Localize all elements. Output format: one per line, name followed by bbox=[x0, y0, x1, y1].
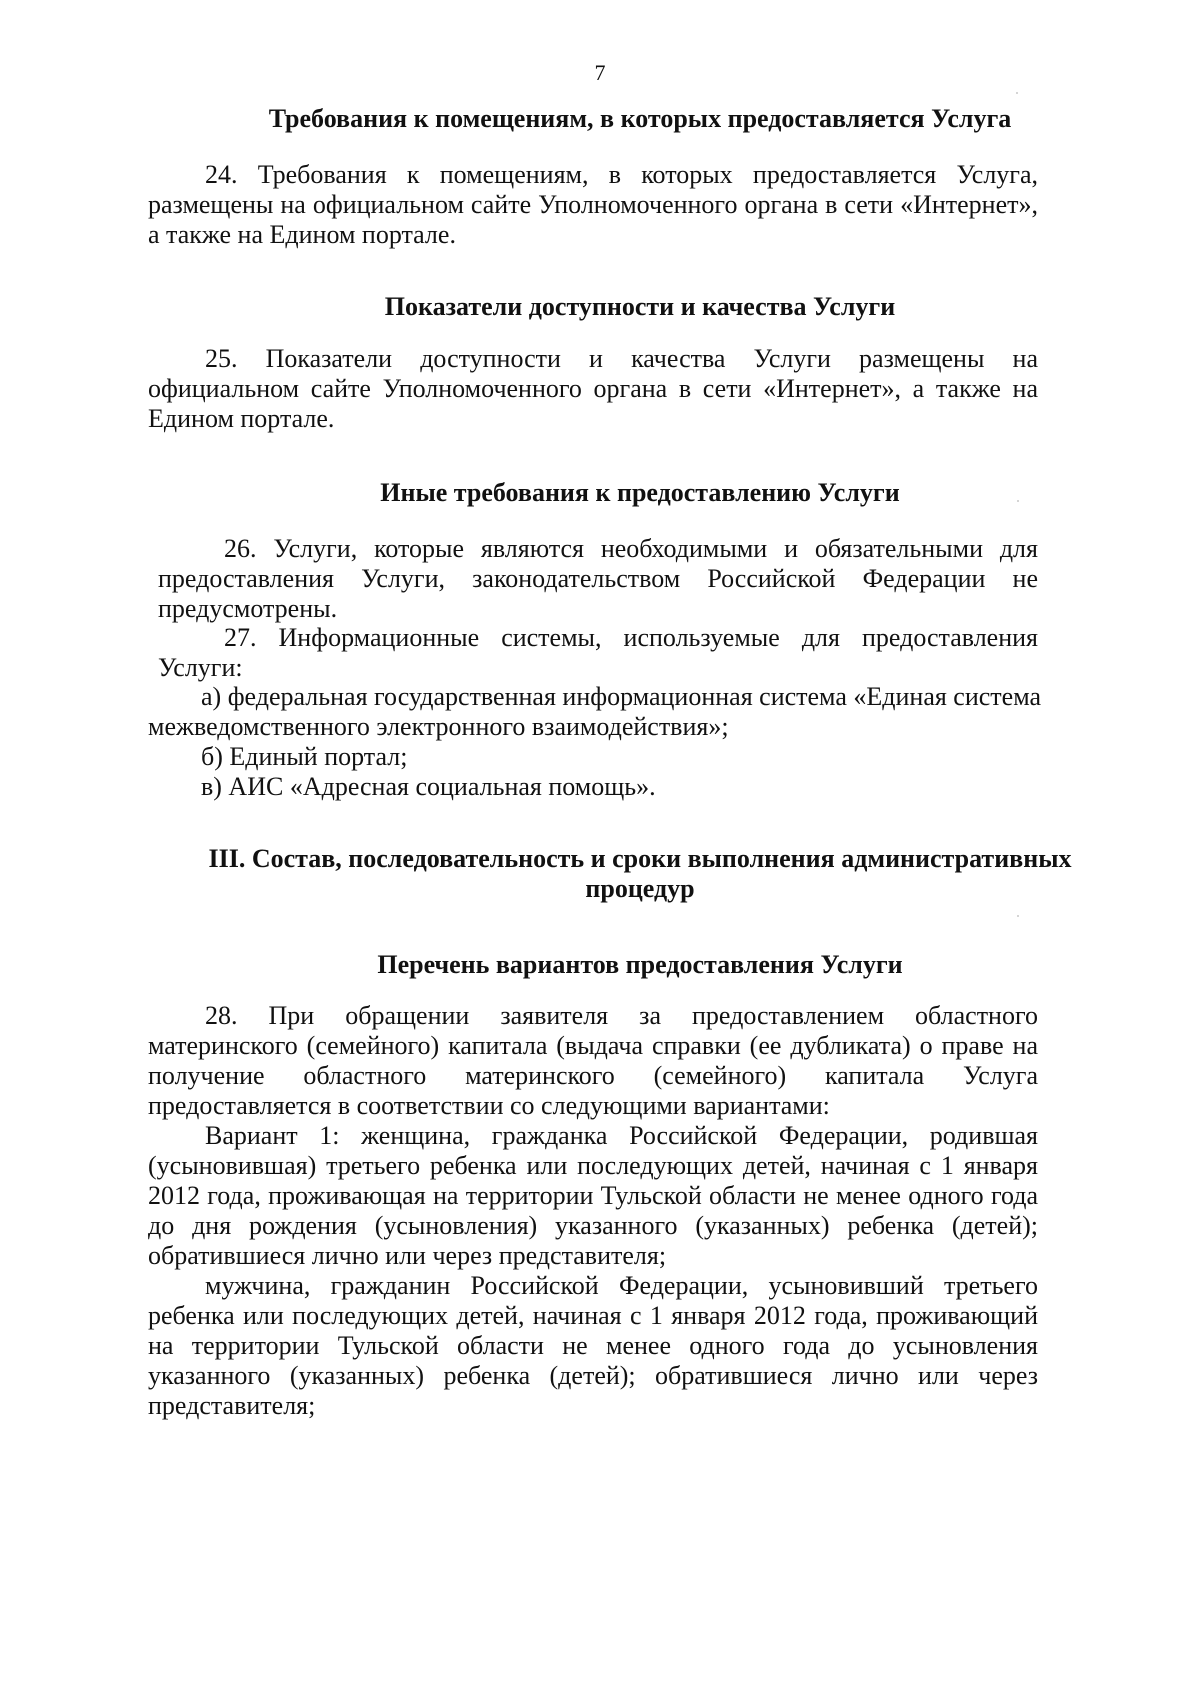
variant-1-line: обратившиеся лично или через представителя; bbox=[148, 1241, 667, 1270]
scan-speck bbox=[1017, 915, 1019, 917]
list-item-a-cont: межведомственного электронного взаимодействия»; bbox=[148, 712, 729, 741]
paragraph-25-line: Едином портале. bbox=[148, 404, 335, 433]
paragraph-24-line: 24. Требования к помещениям, в которых предоставляется Услуга, bbox=[205, 160, 1038, 189]
paragraph-24-line: размещены на официальном сайте Уполномоченного органа в сети «Интернет», bbox=[148, 190, 1038, 219]
paragraph-25-line: 25. Показатели доступности и качества Услуги размещены на bbox=[205, 344, 1038, 373]
paragraph-28-line: 28. При обращении заявителя за предоставлением областного bbox=[205, 1001, 1038, 1030]
list-item-v: в) АИС «Адресная социальная помощь». bbox=[201, 772, 656, 801]
heading-premises: Требования к помещениям, в которых предоставляется Услуга bbox=[268, 104, 1012, 133]
heading-variants: Перечень вариантов предоставления Услуги bbox=[377, 950, 903, 979]
paragraph-26-line: предусмотрены. bbox=[158, 594, 338, 623]
paragraph-27-line: Услуги: bbox=[158, 653, 243, 682]
heading-part-3-line1: III. Состав, последовательность и сроки выполнения административных bbox=[208, 844, 1072, 873]
variant-1-male-line: ребенка или последующих детей, начиная с 1 января 2012 года, проживающий bbox=[148, 1301, 1038, 1330]
variant-1-male-line: представителя; bbox=[148, 1391, 316, 1420]
paragraph-28-line: получение областного материнского (семейного) капитала Услуга bbox=[148, 1061, 1038, 1090]
paragraph-24-line: а также на Едином портале. bbox=[148, 220, 456, 249]
variant-1-male-line: мужчина, гражданин Российской Федерации, усыновивший третьего bbox=[205, 1271, 1038, 1300]
paragraph-28-line: материнского (семейного) капитала (выдача справки (ее дубликата) о праве на bbox=[148, 1031, 1038, 1060]
paragraph-26-line: 26. Услуги, которые являются необходимыми и обязательными для bbox=[224, 534, 1038, 563]
variant-1-male-line: на территории Тульской области не менее одного года до усыновления bbox=[148, 1331, 1038, 1360]
variant-1-line: до дня рождения (усыновления) указанного (указанных) ребенка (детей); bbox=[148, 1211, 1038, 1240]
heading-part-3-line2: процедур bbox=[585, 874, 695, 903]
scan-speck bbox=[1017, 500, 1019, 502]
paragraph-25-line: официальном сайте Уполномоченного органа в сети «Интернет», а также на bbox=[148, 374, 1038, 403]
list-item-a: а) федеральная государственная информационная система «Единая система bbox=[201, 682, 1042, 711]
variant-1-line: 2012 года, проживающая на территории Тульской области не менее одного года bbox=[148, 1181, 1038, 1210]
heading-other-requirements: Иные требования к предоставлению Услуги bbox=[380, 478, 900, 507]
variant-1-line: Вариант 1: женщина, гражданка Российской Федерации, родившая bbox=[205, 1121, 1038, 1150]
scan-speck bbox=[1016, 92, 1018, 94]
paragraph-27-line: 27. Информационные системы, используемые для предоставления bbox=[224, 623, 1038, 652]
paragraph-26-line: предоставления Услуги, законодательством Российской Федерации не bbox=[158, 564, 1038, 593]
heading-indicators: Показатели доступности и качества Услуги bbox=[384, 292, 896, 321]
variant-1-male-line: указанного (указанных) ребенка (детей); обратившиеся лично или через bbox=[148, 1361, 1038, 1390]
paragraph-28-line: предоставляется в соответствии со следующими вариантами: bbox=[148, 1091, 830, 1120]
variant-1-line: (усыновившая) третьего ребенка или последующих детей, начиная с 1 января bbox=[148, 1151, 1038, 1180]
page-number: 7 bbox=[594, 60, 606, 85]
list-item-b: б) Единый портал; bbox=[201, 742, 408, 771]
